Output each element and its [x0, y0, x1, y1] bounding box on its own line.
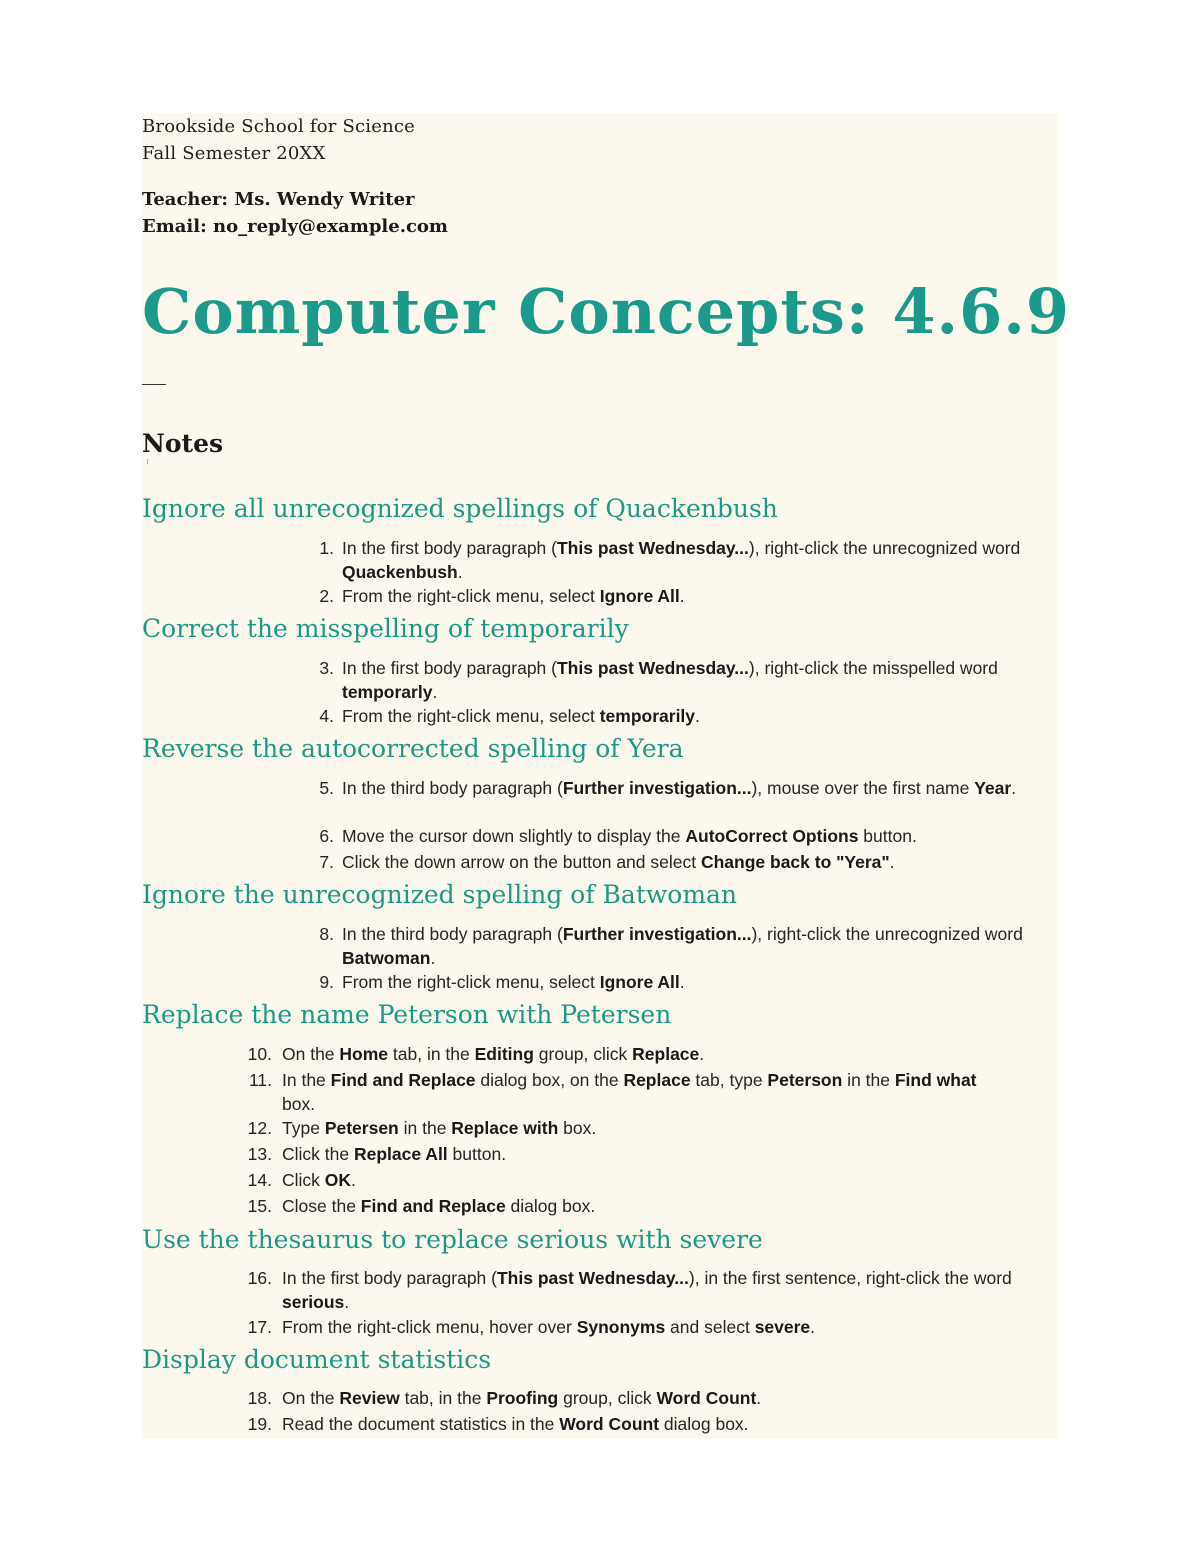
school-name: Brookside School for Science — [142, 116, 416, 137]
bold-term: This past Wednesday... — [556, 538, 749, 558]
bold-term: Replace — [632, 1044, 700, 1064]
bold-term: Petersen — [324, 1118, 399, 1138]
list-item — [247, 1168, 1062, 1192]
bold-term: Replace All — [353, 1144, 448, 1164]
step-run: button. — [858, 826, 917, 846]
bold-term: Replace — [623, 1070, 691, 1090]
step-run: In the first body paragraph ( — [342, 658, 557, 678]
step-run: From the right-click menu, select — [342, 972, 600, 992]
step-run: From the right-click menu, select — [342, 586, 600, 606]
step-run: group, click — [533, 1044, 633, 1064]
step-text — [342, 922, 1062, 970]
bold-term: Word Count — [656, 1388, 757, 1408]
step-run: . — [889, 852, 895, 872]
bold-term: AutoCorrect Options — [685, 826, 859, 846]
step-run: in the — [398, 1118, 452, 1138]
step-run: in the — [842, 1070, 895, 1090]
bold-term: Word Count — [559, 1414, 660, 1434]
step-text — [342, 824, 1062, 848]
step-run: . — [699, 1044, 705, 1064]
step-number: 11. — [248, 1070, 272, 1090]
bold-term: Ignore All — [599, 586, 680, 606]
step-text — [342, 776, 1062, 800]
notes-heading: Notes — [142, 429, 224, 458]
title-rule — [142, 384, 166, 385]
step-run: . — [430, 948, 436, 968]
step-run: . — [695, 706, 700, 726]
bold-term: Ignore All — [599, 972, 680, 992]
page-title: Computer Concepts: 4.6.9 — [142, 275, 1070, 348]
step-run: . — [344, 1292, 350, 1312]
list-item — [319, 656, 1062, 704]
step-text — [342, 850, 1062, 874]
bold-term: Further investigation... — [562, 778, 752, 798]
step-text — [282, 1116, 1062, 1140]
bold-term: This past Wednesday... — [556, 658, 749, 678]
step-number: 12. — [247, 1118, 272, 1138]
bold-term: Year — [974, 778, 1012, 798]
step-run: box. — [282, 1094, 316, 1114]
step-number: 5. — [319, 778, 334, 798]
list-item — [247, 1042, 1062, 1066]
bold-term: Review — [339, 1388, 400, 1408]
step-number: 4. — [319, 706, 334, 726]
step-run: . — [457, 562, 463, 582]
step-run: ), in the first sentence, right-click the word — [688, 1268, 1012, 1288]
step-run: . — [810, 1317, 816, 1337]
step-run: In the first body paragraph ( — [282, 1268, 497, 1288]
step-run: On the — [282, 1044, 340, 1064]
document-page — [142, 113, 1070, 1439]
step-number: 9. — [319, 972, 334, 992]
step-text — [282, 1042, 1062, 1066]
teacher-line: Teacher: Ms. Wendy Writer — [142, 189, 415, 210]
list-item — [247, 1386, 1062, 1410]
step-text — [282, 1386, 1062, 1410]
list-item — [247, 1266, 1062, 1314]
step-text — [282, 1266, 1062, 1314]
step-run: dialog box, on the — [475, 1070, 624, 1090]
step-text — [282, 1194, 1062, 1218]
bold-term: Proofing — [486, 1388, 559, 1408]
bold-term: temporarly — [342, 682, 433, 702]
step-run: Click — [282, 1170, 325, 1190]
step-run: In the third body paragraph ( — [342, 924, 563, 944]
step-run: From the right-click menu, select — [342, 706, 600, 726]
list-item — [319, 970, 1062, 994]
step-run: On the — [282, 1388, 340, 1408]
step-run: . — [679, 586, 685, 606]
step-number: 18. — [247, 1388, 272, 1408]
list-item — [247, 1116, 1062, 1140]
bold-term: Find and Replace — [330, 1070, 476, 1090]
step-text — [282, 1168, 1062, 1192]
step-text — [282, 1068, 1002, 1116]
step-run: Read the document statistics in the — [282, 1414, 560, 1434]
step-run: button. — [447, 1144, 507, 1164]
step-run: Move the cursor down slightly to display the — [342, 826, 686, 846]
step-run: and select — [665, 1317, 755, 1337]
bold-term: Find and Replace — [360, 1196, 506, 1216]
step-text — [282, 1315, 1062, 1339]
bold-term: Quackenbush — [342, 562, 458, 582]
step-run: tab, type — [690, 1070, 768, 1090]
step-run: ), right-click the unrecognized word — [751, 924, 1023, 944]
list-item — [247, 1412, 1062, 1436]
list-item — [319, 850, 1062, 874]
list-item — [319, 776, 1062, 800]
step-run: tab, in the — [388, 1044, 475, 1064]
bold-term: Synonyms — [576, 1317, 666, 1337]
step-number: 2. — [319, 586, 334, 606]
semester-line: Fall Semester 20XX — [142, 143, 326, 164]
bold-term: Replace with — [451, 1118, 559, 1138]
step-number: 14. — [247, 1170, 272, 1190]
step-text — [282, 1412, 1062, 1436]
step-run: Close the — [282, 1196, 361, 1216]
step-run: Click the down arrow on the button and select — [342, 852, 701, 872]
step-run: dialog box. — [659, 1414, 749, 1434]
bold-term: Home — [339, 1044, 389, 1064]
section-heading-peterson: Replace the name Peterson with Petersen — [142, 1000, 672, 1029]
bold-term: Editing — [474, 1044, 534, 1064]
step-run: group, click — [558, 1388, 657, 1408]
step-run: tab, in the — [399, 1388, 487, 1408]
step-number: 3. — [319, 658, 334, 678]
step-text — [342, 536, 1062, 584]
step-run: . — [432, 682, 438, 702]
list-item — [247, 1194, 1062, 1218]
section-heading-temporarily: Correct the misspelling of temporarily — [142, 614, 629, 643]
bold-term: Change back to "Yera" — [700, 852, 890, 872]
bold-term: severe — [754, 1317, 811, 1337]
list-item — [248, 1068, 1002, 1116]
list-item — [319, 584, 1062, 608]
step-run: ), right-click the misspelled word — [748, 658, 998, 678]
bold-term: This past Wednesday... — [496, 1268, 689, 1288]
step-number: 10. — [247, 1044, 272, 1064]
step-text — [282, 1142, 1062, 1166]
step-run: In the first body paragraph ( — [342, 538, 557, 558]
step-text — [342, 704, 1062, 728]
step-run: . — [351, 1170, 356, 1190]
email-line: Email: no_reply@example.com — [142, 216, 448, 237]
step-run: ), mouse over the first name — [751, 778, 975, 798]
step-run: . — [679, 972, 685, 992]
step-run: dialog box. — [505, 1196, 596, 1216]
step-run: . — [756, 1388, 762, 1408]
list-item — [247, 1315, 1062, 1339]
step-number: 8. — [319, 924, 334, 944]
step-number: 15. — [247, 1196, 272, 1216]
notes-mark — [147, 459, 148, 464]
step-text — [342, 656, 1062, 704]
step-number: 17. — [247, 1317, 272, 1337]
section-heading-statistics: Display document statistics — [142, 1345, 492, 1374]
bold-term: Further investigation... — [562, 924, 752, 944]
section-heading-batwoman: Ignore the unrecognized spelling of Batwoman — [142, 880, 738, 909]
step-text — [342, 584, 1062, 608]
section-heading-quackenbush: Ignore all unrecognized spellings of Quackenbush — [142, 494, 778, 523]
step-number: 7. — [319, 852, 334, 872]
bold-term: Find what — [894, 1070, 977, 1090]
list-item — [247, 1142, 1062, 1166]
section-heading-yera: Reverse the autocorrected spelling of Yera — [142, 734, 684, 763]
step-number: 16. — [247, 1268, 272, 1288]
list-item — [319, 704, 1062, 728]
list-item — [319, 536, 1062, 584]
step-number: 13. — [247, 1144, 272, 1164]
bold-term: temporarily — [599, 706, 696, 726]
step-run: box. — [558, 1118, 597, 1138]
list-item — [319, 922, 1062, 970]
step-number: 1. — [319, 538, 334, 558]
step-run: . — [1011, 778, 1017, 798]
bold-term: OK — [324, 1170, 352, 1190]
bold-term: serious — [282, 1292, 345, 1312]
step-number: 6. — [319, 826, 334, 846]
step-run: ), right-click the unrecognized word — [748, 538, 1021, 558]
list-item — [319, 824, 1062, 848]
step-run: In the — [282, 1070, 331, 1090]
step-run: Type — [282, 1118, 325, 1138]
step-text — [342, 970, 1062, 994]
step-run: In the third body paragraph ( — [342, 778, 563, 798]
step-run: From the right-click menu, hover over — [282, 1317, 577, 1337]
section-heading-thesaurus: Use the thesaurus to replace serious with severe — [142, 1225, 763, 1254]
bold-term: Peterson — [767, 1070, 843, 1090]
step-run: Click the — [282, 1144, 354, 1164]
bold-term: Batwoman — [342, 948, 431, 968]
step-number: 19. — [247, 1414, 272, 1434]
